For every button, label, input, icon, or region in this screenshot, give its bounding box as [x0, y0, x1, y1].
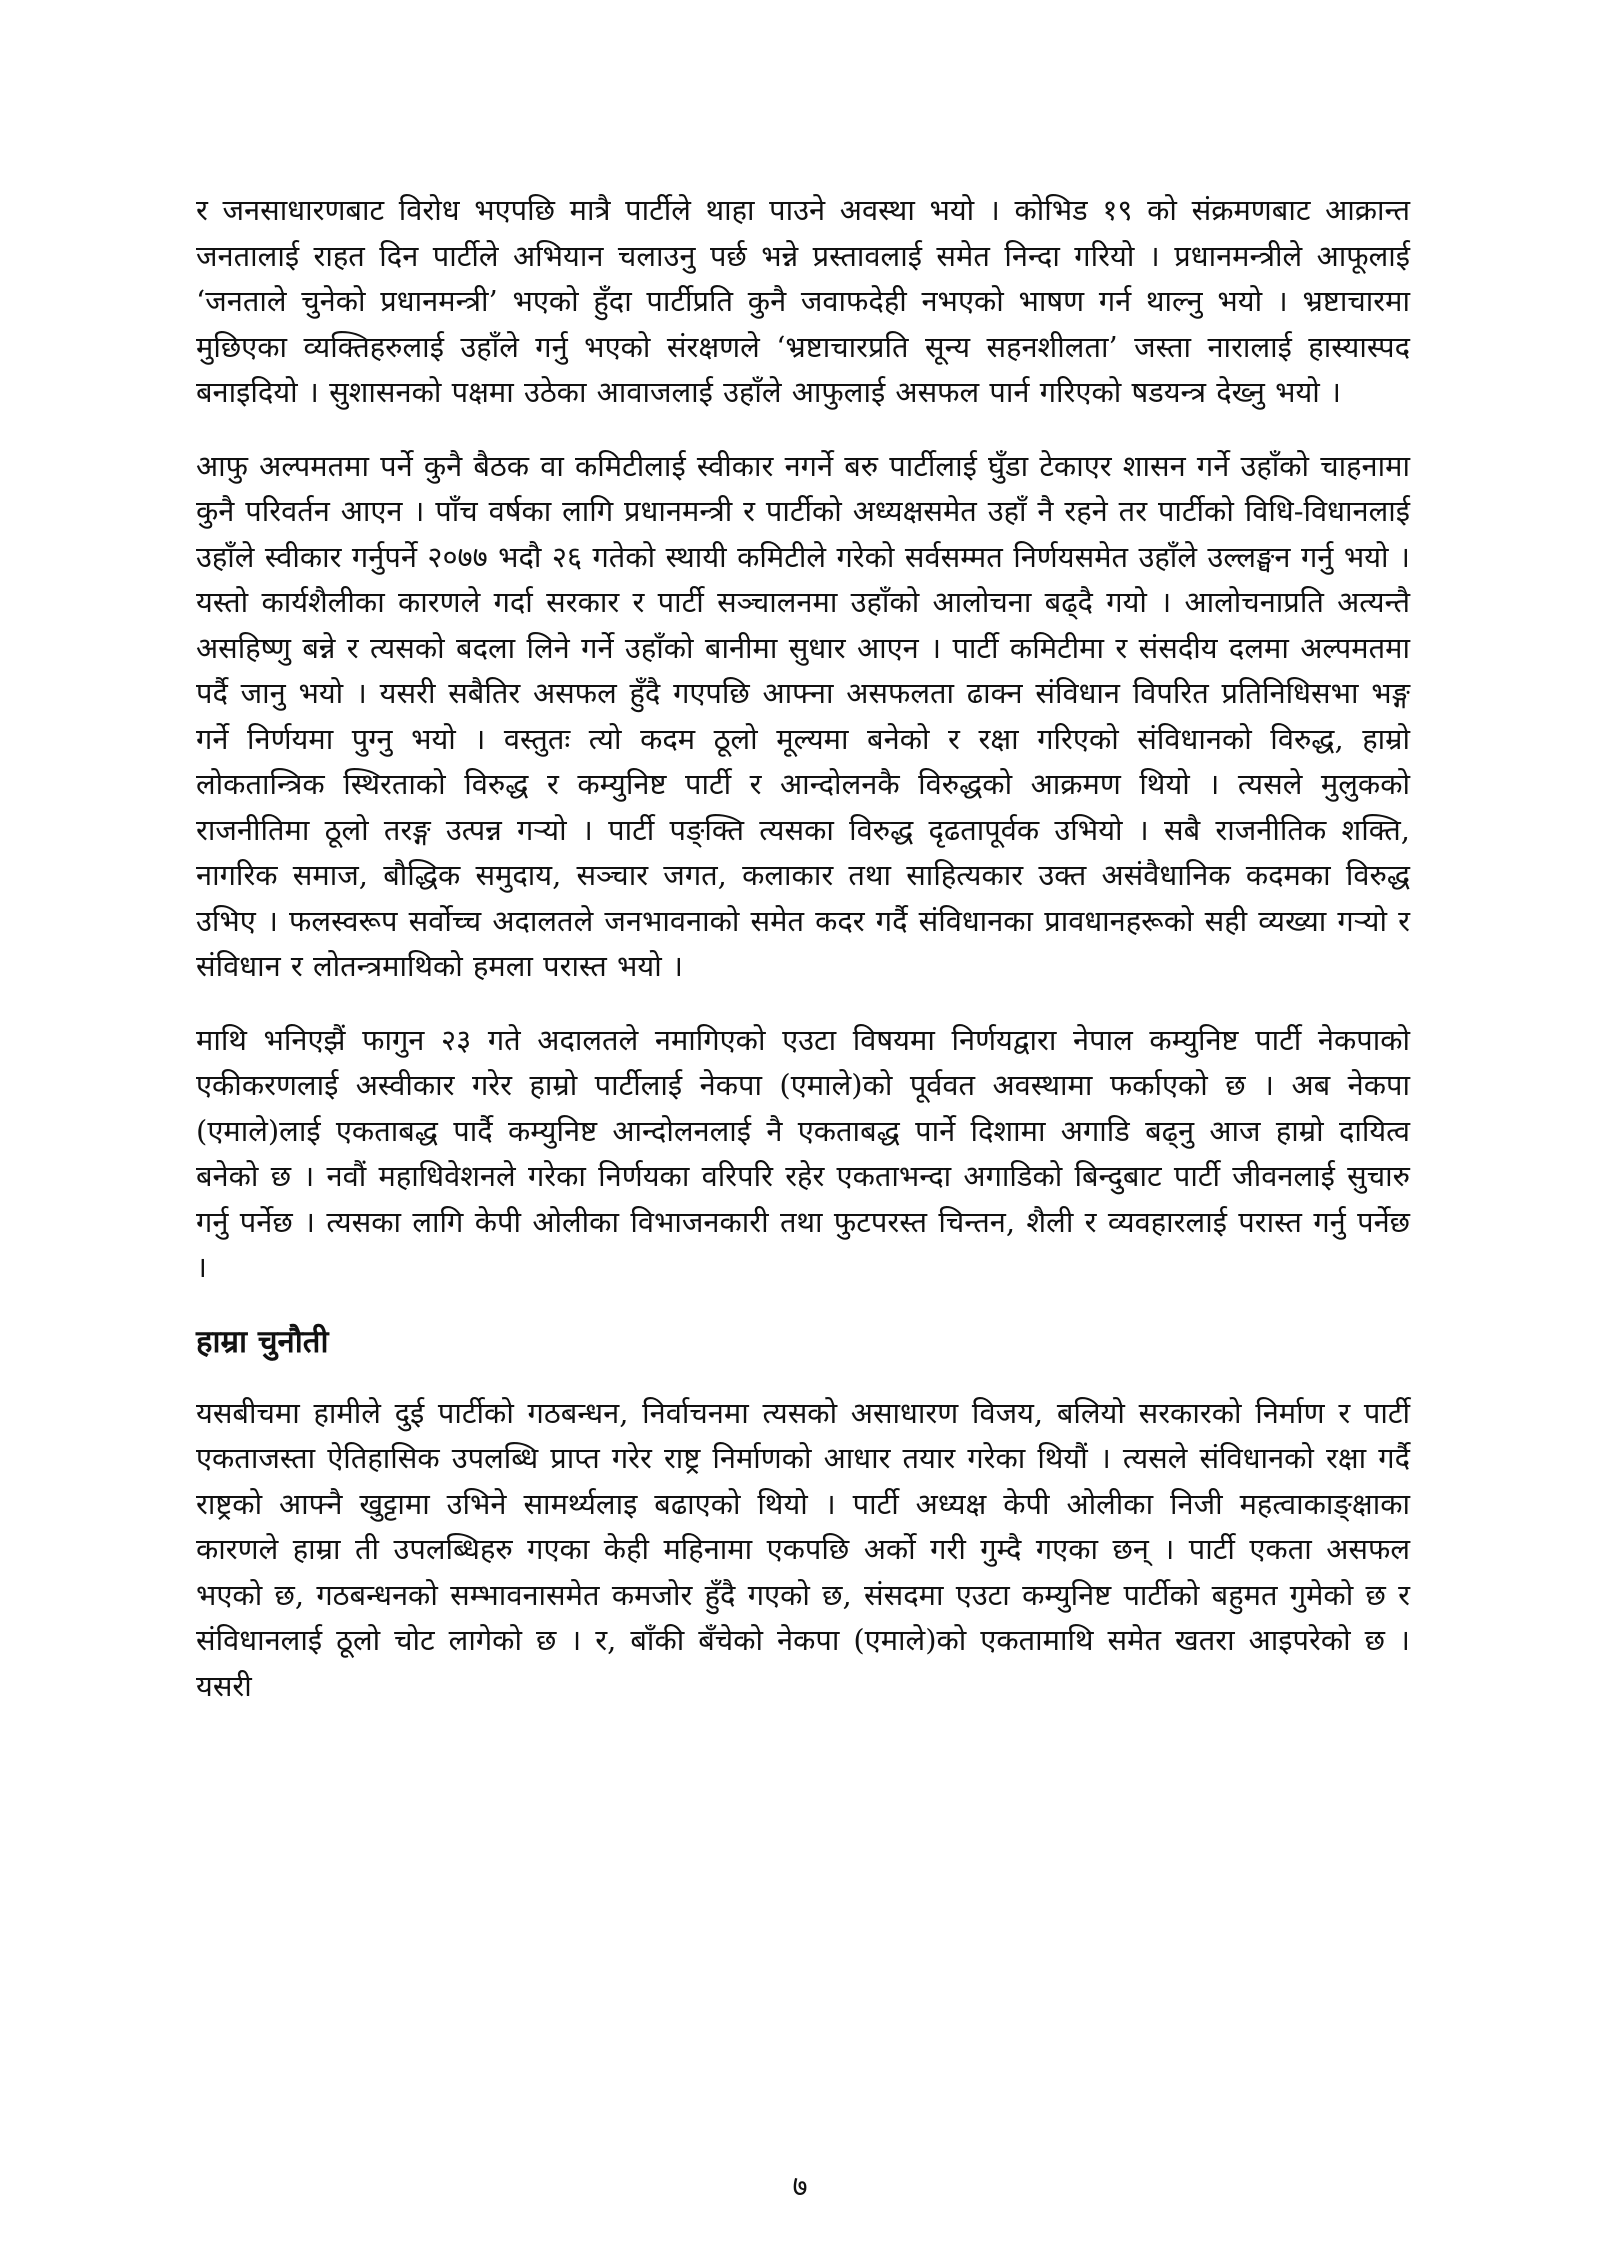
paragraph-2: आफु अल्पमतमा पर्ने कुनै बैठक वा कमिटीलाई स्वीकार नगर्ने बरु पार्टीलाई घुँडा टेकाएर शासन गर्ने उहाँको चाहनामा कुनै परिवर्तन आएन । पाँच वर्षका लागि प्रधानमन्त्री र पार्टीको अध्यक्षसमेत उहाँ नै रहने तर पार्टीको विधि-विधानलाई उहाँले स्वीकार गर्नुपर्ने २०७७ भदौ २६ गतेको स्थायी कमिटीले गरेको सर्वसम्मत निर्णयसमेत उहाँले उल्लङ्घन गर्नु भयो । यस्तो कार्यशैलीका कारणले गर्दा सरकार र पार्टी सञ्चालनमा उहाँको आलोचना बढ्दै गयो । आलोचनाप्रति अत्यन्तै असहिष्णु बन्ने र त्यसको बदला लिने गर्ने उहाँको बानीमा सुधार आएन । पार्टी कमिटीमा र संसदीय दलमा अल्पमतमा पर्दै जानु भयो । यसरी सबैतिर असफल हुँदै गएपछि आफ्ना असफलता ढाक्न संविधान विपरित प्रतिनिधिसभा भङ्ग गर्ने निर्णयमा पुग्नु भयो । वस्तुतः त्यो कदम ठूलो मूल्यमा बनेको र रक्षा गरिएको संविधानको विरुद्ध, हाम्रो लोकतान्त्रिक स्थिरताको विरुद्ध र कम्युनिष्ट पार्टी र आन्दोलनकै विरुद्धको आक्रमण थियो । त्यसले मुलुकको राजनीतिमा ठूलो तरङ्ग उत्पन्न गऱ्यो । पार्टी पङ्क्ति त्यसका विरुद्ध दृढतापूर्वक उभियो । सबै राजनीतिक शक्ति, नागरिक समाज, बौद्धिक समुदाय, सञ्चार जगत, कलाकार तथा साहित्यकार उक्त असंवैधानिक कदमका विरुद्ध उभिए । फलस्वरूप सर्वोच्च अदालतले जनभावनाको समेत कदर गर्दै संविधानका प्रावधानहरूको सही व्यख्या गऱ्यो र संविधान र लोतन्त्रमाथिको हमला परास्त भयो ।	[196, 448, 1411, 983]
paragraph-3: माथि भनिएझैं फागुन २३ गते अदालतले नमागिएको एउटा विषयमा निर्णयद्वारा नेपाल कम्युनिष्ट पार्टी नेकपाको एकीकरणलाई अस्वीकार गरेर हाम्रो पार्टीलाई नेकपा (एमाले)को पूर्ववत अवस्थामा फर्काएको छ । अब नेकपा (एमाले)लाई एकताबद्ध पार्दै कम्युनिष्ट आन्दोलनलाई नै एकताबद्ध पार्ने दिशामा अगाडि बढ्नु आज हाम्रो दायित्व बनेको छ । नवौं महाधिवेशनले गरेका निर्णयका वरिपरि रहेर एकताभन्दा अगाडिको बिन्दुबाट पार्टी जीवनलाई सुचारु गर्नु पर्नेछ । त्यसका लागि केपी ओलीका विभाजनकारी तथा फुटपरस्त चिन्तन, शैली र व्यवहारलाई परास्त गर्नु पर्नेछ ।	[196, 1022, 1410, 1284]
section-heading: हाम्रा चुनौती	[196, 1323, 329, 1360]
page-number: ७	[792, 2169, 808, 2203]
paragraph-4: यसबीचमा हामीले दुई पार्टीको गठबन्धन, निर्वाचनमा त्यसको असाधारण विजय, बलियो सरकारको निर्माण र पार्टी एकताजस्ता ऐतिहासिक उपलब्धि प्राप्त गरेर राष्ट्र निर्माणको आधार तयार गरेका थियौं । त्यसले संविधानको रक्षा गर्दै राष्ट्रको आफ्नै खुट्टामा उभिने सामर्थ्यलाइ बढाएको थियो । पार्टी अध्यक्ष केपी ओलीका निजी महत्वाकाङ्क्षाका कारणले हाम्रा ती उपलब्धिहरु गएका केही महिनामा एकपछि अर्को गरी गुम्दै गएका छन् । पार्टी एकता असफल भएको छ, गठबन्धनको सम्भावनासमेत कमजोर हुँदै गएको छ, संसदमा एउटा कम्युनिष्ट पार्टीको बहुमत गुमेको छ र संविधानलाई ठूलो चोट लागेको छ । र, बाँकी बँचेको नेकपा (एमाले)को एकतामाथि समेत खतरा आइपरेको छ । यसरी	[196, 1395, 1410, 1703]
document-page	[196, 188, 1410, 1737]
paragraph-1: र जनसाधारणबाट विरोध भएपछि मात्रै पार्टीले थाहा पाउने अवस्था भयो । कोभिड १९ को संक्रमणबाट आक्रान्त जनतालाई राहत दिन पार्टीले अभियान चलाउनु पर्छ भन्ने प्रस्तावलाई समेत निन्दा गरियो । प्रधानमन्त्रीले आफूलाई ‘जनताले चुनेको प्रधानमन्त्री’ भएको हुँदा पार्टीप्रति कुनै जवाफदेही नभएको भाषण गर्न थाल्नु भयो । भ्रष्टाचारमा मुछिएका व्यक्तिहरुलाई उहाँले गर्नु भएको संरक्षणले ‘भ्रष्टाचारप्रति सून्य सहनशीलता’ जस्ता नारालाई हास्यास्पद बनाइदियो । सुशासनको पक्षमा उठेका आवाजलाई उहाँले आफुलाई असफल पार्न गरिएको षडयन्त्र देख्नु भयो ।	[196, 193, 1410, 409]
